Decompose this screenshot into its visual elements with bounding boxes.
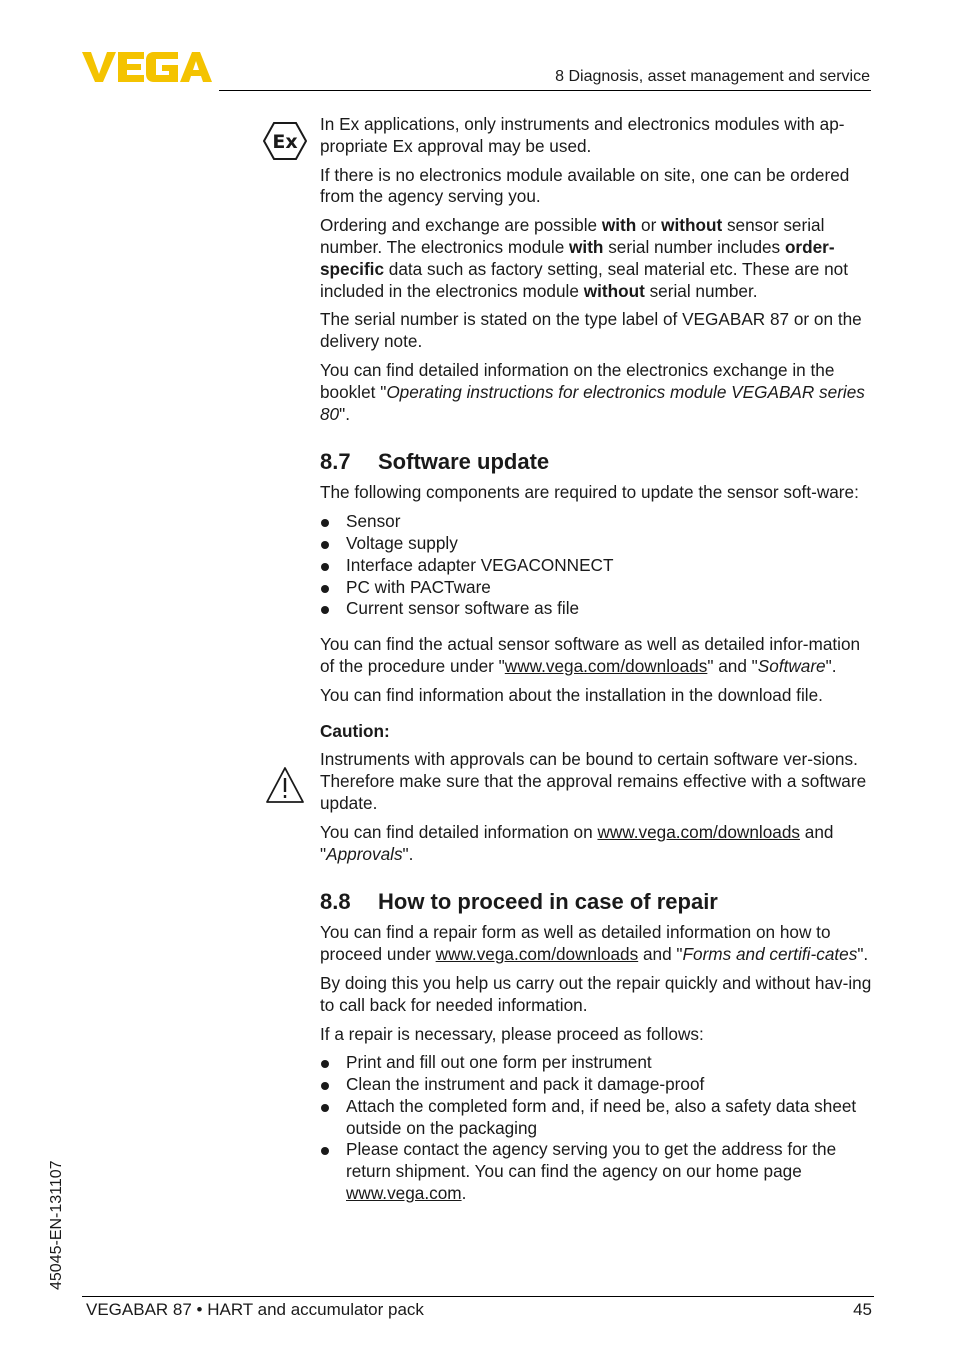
list-item: Please contact the agency serving you to get the address for the return shipment. You can find the agency on our home page www.vega.com.: [320, 1139, 872, 1204]
page-content: [320, 114, 872, 1219]
list-item: PC with PACTware: [320, 577, 872, 599]
approvals-paragraph: You can find detailed information on www.vega.com/downloads and "Approvals".: [320, 821, 834, 864]
software-download-paragraph: You can find the actual sensor software as well as detailed infor-mation of the procedure under "www.vega.com/downloads" and "Software".: [320, 634, 861, 676]
repair-benefit-paragraph: By doing this you help us carry out the repair quickly and without hav-ing to call back for needed information.: [320, 972, 872, 1015]
installation-paragraph: You can find information about the installation in the download file.: [320, 684, 823, 705]
repair-steps-intro: If a repair is necessary, please proceed as follows:: [320, 1023, 704, 1044]
list-item: Current sensor software as file: [320, 598, 872, 620]
downloads-link[interactable]: www.vega.com/downloads: [597, 821, 800, 842]
list-item: Interface adapter VEGACONNECT: [320, 555, 872, 577]
repair-form-paragraph: You can find a repair form as well as detailed information on how to proceed under www.vega.com/downloads and "Forms and certifi-cates".: [320, 922, 869, 965]
footer-divider: [82, 1296, 874, 1297]
ex-atex-icon: [263, 121, 307, 161]
header-section-title: 8 Diagnosis, asset management and service: [555, 68, 870, 85]
document-code: 45045-EN-131107: [48, 1160, 65, 1290]
svg-text:Ex: Ex: [272, 131, 298, 153]
footer-product-name: VEGABAR 87 • HART and accumulator pack: [86, 1300, 424, 1319]
serial-number-paragraph: Ordering and exchange are possible with or without sensor serial number. The electronics module with serial number includes order-specific data such as factory setting, seal material etc. These are not included in the electronics module without serial number.: [320, 215, 849, 301]
section-heading-software-update: 8.7 Software update: [320, 449, 550, 475]
ordering-paragraph: If there is no electronics module available on site, one can be ordered from the agency serving you.: [320, 164, 850, 207]
list-item: Voltage supply: [320, 533, 872, 555]
vega-home-link[interactable]: www.vega.com: [346, 1183, 462, 1204]
caution-title: Caution:: [320, 720, 390, 741]
booklet-paragraph: You can find detailed information on the electronics exchange in the booklet "Operating instructions for electronics module VEGABAR series 80".: [320, 359, 865, 424]
repair-steps-list: [320, 1052, 872, 1205]
list-item: Attach the completed form and, if need be, also a safety data sheet outside on the packaging: [320, 1096, 872, 1140]
downloads-link[interactable]: www.vega.com/downloads: [504, 655, 708, 676]
caution-text: Instruments with approvals can be bound to certain software ver-sions. Therefore make sure that the approval remains effective with a software update.: [320, 749, 867, 813]
section-heading-repair: 8.8 How to proceed in case of repair: [320, 889, 718, 915]
list-item: Clean the instrument and pack it damage-proof: [320, 1074, 872, 1096]
vega-logo: [82, 50, 212, 84]
header-divider: [219, 90, 871, 91]
software-requirements-list: [320, 511, 872, 620]
ex-intro-paragraph: In Ex applications, only instruments and electronics modules with ap-propriate Ex approval may be used.: [320, 114, 845, 156]
downloads-link[interactable]: www.vega.com/downloads: [435, 944, 639, 965]
type-label-paragraph: The serial number is stated on the type label of VEGABAR 87 or on the delivery note.: [320, 309, 862, 352]
page-number: 45: [853, 1300, 872, 1319]
warning-triangle-icon: [265, 766, 305, 804]
list-item: Sensor: [320, 511, 872, 533]
list-item: Print and fill out one form per instrument: [320, 1052, 872, 1074]
software-intro-paragraph: The following components are required to update the sensor soft-ware:: [320, 482, 859, 503]
